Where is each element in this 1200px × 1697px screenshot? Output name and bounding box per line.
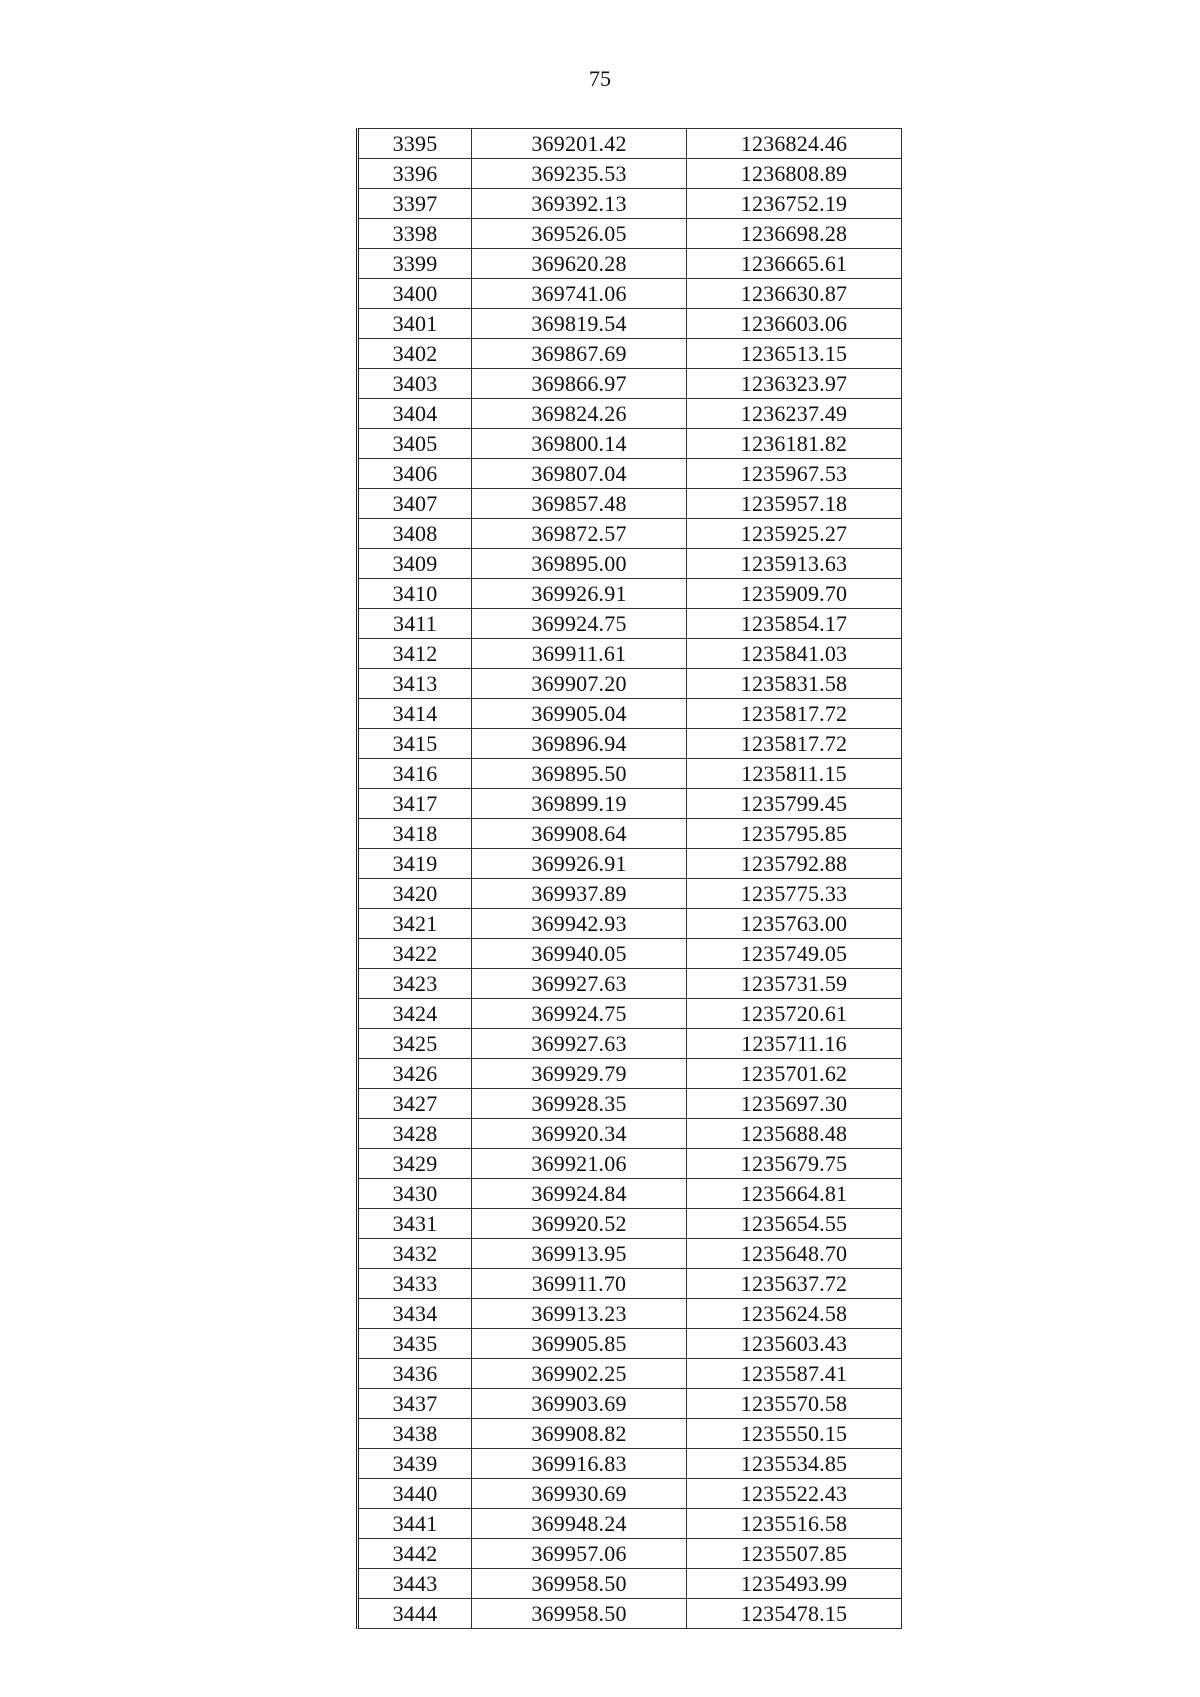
y-coordinate-cell: 1235570.58 xyxy=(687,1389,902,1419)
point-number-cell: 3433 xyxy=(358,1269,472,1299)
x-coordinate-cell: 369913.23 xyxy=(472,1299,687,1329)
point-number-cell: 3435 xyxy=(358,1329,472,1359)
table-row xyxy=(358,1239,902,1269)
table-row xyxy=(358,1359,902,1389)
point-number-cell: 3403 xyxy=(358,369,472,399)
point-number-cell: 3439 xyxy=(358,1449,472,1479)
x-coordinate-cell: 369921.06 xyxy=(472,1149,687,1179)
y-coordinate-cell: 1235711.16 xyxy=(687,1029,902,1059)
point-number-cell: 3442 xyxy=(358,1539,472,1569)
point-number-cell: 3415 xyxy=(358,729,472,759)
point-number-cell: 3422 xyxy=(358,939,472,969)
y-coordinate-cell: 1235550.15 xyxy=(687,1419,902,1449)
y-coordinate-cell: 1235664.81 xyxy=(687,1179,902,1209)
table-row xyxy=(358,1209,902,1239)
y-coordinate-cell: 1235763.00 xyxy=(687,909,902,939)
point-number-cell: 3395 xyxy=(358,129,472,159)
x-coordinate-cell: 369899.19 xyxy=(472,789,687,819)
y-coordinate-cell: 1235925.27 xyxy=(687,519,902,549)
x-coordinate-cell: 369902.25 xyxy=(472,1359,687,1389)
point-number-cell: 3420 xyxy=(358,879,472,909)
y-coordinate-cell: 1236808.89 xyxy=(687,159,902,189)
table-row xyxy=(358,339,902,369)
table-row xyxy=(358,1329,902,1359)
point-number-cell: 3406 xyxy=(358,459,472,489)
point-number-cell: 3441 xyxy=(358,1509,472,1539)
y-coordinate-cell: 1235720.61 xyxy=(687,999,902,1029)
y-coordinate-cell: 1235957.18 xyxy=(687,489,902,519)
y-coordinate-cell: 1235792.88 xyxy=(687,849,902,879)
x-coordinate-cell: 369895.50 xyxy=(472,759,687,789)
y-coordinate-cell: 1235688.48 xyxy=(687,1119,902,1149)
table-row xyxy=(358,669,902,699)
point-number-cell: 3400 xyxy=(358,279,472,309)
x-coordinate-cell: 369942.93 xyxy=(472,909,687,939)
point-number-cell: 3432 xyxy=(358,1239,472,1269)
x-coordinate-cell: 369872.57 xyxy=(472,519,687,549)
table-row xyxy=(358,1569,902,1599)
y-coordinate-cell: 1235731.59 xyxy=(687,969,902,999)
y-coordinate-cell: 1235516.58 xyxy=(687,1509,902,1539)
x-coordinate-cell: 369896.94 xyxy=(472,729,687,759)
point-number-cell: 3443 xyxy=(358,1569,472,1599)
y-coordinate-cell: 1235534.85 xyxy=(687,1449,902,1479)
x-coordinate-cell: 369930.69 xyxy=(472,1479,687,1509)
y-coordinate-cell: 1235624.58 xyxy=(687,1299,902,1329)
table-row xyxy=(358,759,902,789)
x-coordinate-cell: 369905.04 xyxy=(472,699,687,729)
table-row xyxy=(358,909,902,939)
y-coordinate-cell: 1235679.75 xyxy=(687,1149,902,1179)
x-coordinate-cell: 369824.26 xyxy=(472,399,687,429)
y-coordinate-cell: 1235854.17 xyxy=(687,609,902,639)
table-row xyxy=(358,639,902,669)
x-coordinate-cell: 369940.05 xyxy=(472,939,687,969)
x-coordinate-cell: 369924.84 xyxy=(472,1179,687,1209)
y-coordinate-cell: 1236513.15 xyxy=(687,339,902,369)
y-coordinate-cell: 1236630.87 xyxy=(687,279,902,309)
y-coordinate-cell: 1235654.55 xyxy=(687,1209,902,1239)
y-coordinate-cell: 1235913.63 xyxy=(687,549,902,579)
y-coordinate-cell: 1236698.28 xyxy=(687,219,902,249)
x-coordinate-cell: 369911.70 xyxy=(472,1269,687,1299)
x-coordinate-cell: 369807.04 xyxy=(472,459,687,489)
table-row xyxy=(358,219,902,249)
point-number-cell: 3438 xyxy=(358,1419,472,1449)
table-row xyxy=(358,819,902,849)
table-row xyxy=(358,1539,902,1569)
coordinates-table-body xyxy=(358,129,902,1629)
point-number-cell: 3424 xyxy=(358,999,472,1029)
point-number-cell: 3411 xyxy=(358,609,472,639)
point-number-cell: 3440 xyxy=(358,1479,472,1509)
y-coordinate-cell: 1235775.33 xyxy=(687,879,902,909)
y-coordinate-cell: 1236665.61 xyxy=(687,249,902,279)
table-row xyxy=(358,1269,902,1299)
y-coordinate-cell: 1236603.06 xyxy=(687,309,902,339)
y-coordinate-cell: 1235603.43 xyxy=(687,1329,902,1359)
table-row xyxy=(358,789,902,819)
table-row xyxy=(358,969,902,999)
x-coordinate-cell: 369905.85 xyxy=(472,1329,687,1359)
point-number-cell: 3429 xyxy=(358,1149,472,1179)
table-row xyxy=(358,1299,902,1329)
table-row xyxy=(358,1119,902,1149)
table-row xyxy=(358,1419,902,1449)
x-coordinate-cell: 369867.69 xyxy=(472,339,687,369)
point-number-cell: 3409 xyxy=(358,549,472,579)
point-number-cell: 3444 xyxy=(358,1599,472,1629)
x-coordinate-cell: 369235.53 xyxy=(472,159,687,189)
table-row xyxy=(358,1599,902,1629)
table-row xyxy=(358,249,902,279)
point-number-cell: 3426 xyxy=(358,1059,472,1089)
point-number-cell: 3436 xyxy=(358,1359,472,1389)
x-coordinate-cell: 369926.91 xyxy=(472,579,687,609)
point-number-cell: 3417 xyxy=(358,789,472,819)
table-row xyxy=(358,999,902,1029)
x-coordinate-cell: 369928.35 xyxy=(472,1089,687,1119)
coordinates-table xyxy=(356,128,902,1629)
x-coordinate-cell: 369958.50 xyxy=(472,1599,687,1629)
table-row xyxy=(358,729,902,759)
y-coordinate-cell: 1235799.45 xyxy=(687,789,902,819)
table-row xyxy=(358,1389,902,1419)
y-coordinate-cell: 1235507.85 xyxy=(687,1539,902,1569)
point-number-cell: 3428 xyxy=(358,1119,472,1149)
x-coordinate-cell: 369927.63 xyxy=(472,1029,687,1059)
y-coordinate-cell: 1235648.70 xyxy=(687,1239,902,1269)
y-coordinate-cell: 1235697.30 xyxy=(687,1089,902,1119)
point-number-cell: 3405 xyxy=(358,429,472,459)
point-number-cell: 3398 xyxy=(358,219,472,249)
y-coordinate-cell: 1235811.15 xyxy=(687,759,902,789)
x-coordinate-cell: 369913.95 xyxy=(472,1239,687,1269)
table-row xyxy=(358,1089,902,1119)
table-row xyxy=(358,879,902,909)
table-row xyxy=(358,849,902,879)
x-coordinate-cell: 369866.97 xyxy=(472,369,687,399)
y-coordinate-cell: 1235749.05 xyxy=(687,939,902,969)
point-number-cell: 3408 xyxy=(358,519,472,549)
table-row xyxy=(358,159,902,189)
point-number-cell: 3397 xyxy=(358,189,472,219)
x-coordinate-cell: 369924.75 xyxy=(472,609,687,639)
x-coordinate-cell: 369526.05 xyxy=(472,219,687,249)
point-number-cell: 3404 xyxy=(358,399,472,429)
table-row xyxy=(358,939,902,969)
y-coordinate-cell: 1235967.53 xyxy=(687,459,902,489)
point-number-cell: 3414 xyxy=(358,699,472,729)
x-coordinate-cell: 369857.48 xyxy=(472,489,687,519)
x-coordinate-cell: 369903.69 xyxy=(472,1389,687,1419)
table-row xyxy=(358,279,902,309)
point-number-cell: 3407 xyxy=(358,489,472,519)
table-row xyxy=(358,1509,902,1539)
point-number-cell: 3423 xyxy=(358,969,472,999)
table-row xyxy=(358,1449,902,1479)
page-number: 75 xyxy=(589,66,611,91)
point-number-cell: 3430 xyxy=(358,1179,472,1209)
y-coordinate-cell: 1235817.72 xyxy=(687,699,902,729)
y-coordinate-cell: 1235701.62 xyxy=(687,1059,902,1089)
y-coordinate-cell: 1236752.19 xyxy=(687,189,902,219)
table-row xyxy=(358,459,902,489)
table-row xyxy=(358,699,902,729)
point-number-cell: 3419 xyxy=(358,849,472,879)
point-number-cell: 3434 xyxy=(358,1299,472,1329)
y-coordinate-cell: 1236824.46 xyxy=(687,129,902,159)
table-row xyxy=(358,609,902,639)
table-row xyxy=(358,1029,902,1059)
x-coordinate-cell: 369620.28 xyxy=(472,249,687,279)
x-coordinate-cell: 369392.13 xyxy=(472,189,687,219)
point-number-cell: 3425 xyxy=(358,1029,472,1059)
y-coordinate-cell: 1235831.58 xyxy=(687,669,902,699)
x-coordinate-cell: 369948.24 xyxy=(472,1509,687,1539)
y-coordinate-cell: 1235841.03 xyxy=(687,639,902,669)
x-coordinate-cell: 369741.06 xyxy=(472,279,687,309)
y-coordinate-cell: 1235587.41 xyxy=(687,1359,902,1389)
x-coordinate-cell: 369926.91 xyxy=(472,849,687,879)
x-coordinate-cell: 369916.83 xyxy=(472,1449,687,1479)
y-coordinate-cell: 1235478.15 xyxy=(687,1599,902,1629)
x-coordinate-cell: 369957.06 xyxy=(472,1539,687,1569)
x-coordinate-cell: 369907.20 xyxy=(472,669,687,699)
x-coordinate-cell: 369908.64 xyxy=(472,819,687,849)
x-coordinate-cell: 369924.75 xyxy=(472,999,687,1029)
y-coordinate-cell: 1235817.72 xyxy=(687,729,902,759)
table-row xyxy=(358,519,902,549)
point-number-cell: 3401 xyxy=(358,309,472,339)
x-coordinate-cell: 369937.89 xyxy=(472,879,687,909)
table-row xyxy=(358,189,902,219)
y-coordinate-cell: 1235909.70 xyxy=(687,579,902,609)
x-coordinate-cell: 369958.50 xyxy=(472,1569,687,1599)
y-coordinate-cell: 1236181.82 xyxy=(687,429,902,459)
point-number-cell: 3427 xyxy=(358,1089,472,1119)
point-number-cell: 3421 xyxy=(358,909,472,939)
point-number-cell: 3402 xyxy=(358,339,472,369)
y-coordinate-cell: 1235795.85 xyxy=(687,819,902,849)
table-row xyxy=(358,129,902,159)
x-coordinate-cell: 369895.00 xyxy=(472,549,687,579)
x-coordinate-cell: 369800.14 xyxy=(472,429,687,459)
table-row xyxy=(358,1179,902,1209)
table-row xyxy=(358,369,902,399)
table-row xyxy=(358,429,902,459)
x-coordinate-cell: 369911.61 xyxy=(472,639,687,669)
y-coordinate-cell: 1235493.99 xyxy=(687,1569,902,1599)
y-coordinate-cell: 1236237.49 xyxy=(687,399,902,429)
table-row xyxy=(358,309,902,339)
x-coordinate-cell: 369920.34 xyxy=(472,1119,687,1149)
table-row xyxy=(358,1479,902,1509)
x-coordinate-cell: 369929.79 xyxy=(472,1059,687,1089)
point-number-cell: 3416 xyxy=(358,759,472,789)
point-number-cell: 3410 xyxy=(358,579,472,609)
point-number-cell: 3418 xyxy=(358,819,472,849)
x-coordinate-cell: 369927.63 xyxy=(472,969,687,999)
point-number-cell: 3431 xyxy=(358,1209,472,1239)
table-row xyxy=(358,1059,902,1089)
point-number-cell: 3396 xyxy=(358,159,472,189)
point-number-cell: 3399 xyxy=(358,249,472,279)
x-coordinate-cell: 369201.42 xyxy=(472,129,687,159)
table-row xyxy=(358,1149,902,1179)
table-row xyxy=(358,489,902,519)
x-coordinate-cell: 369819.54 xyxy=(472,309,687,339)
y-coordinate-cell: 1235522.43 xyxy=(687,1479,902,1509)
table-row xyxy=(358,549,902,579)
point-number-cell: 3412 xyxy=(358,639,472,669)
x-coordinate-cell: 369908.82 xyxy=(472,1419,687,1449)
table-row xyxy=(358,399,902,429)
x-coordinate-cell: 369920.52 xyxy=(472,1209,687,1239)
y-coordinate-cell: 1235637.72 xyxy=(687,1269,902,1299)
point-number-cell: 3413 xyxy=(358,669,472,699)
table-row xyxy=(358,579,902,609)
y-coordinate-cell: 1236323.97 xyxy=(687,369,902,399)
point-number-cell: 3437 xyxy=(358,1389,472,1419)
